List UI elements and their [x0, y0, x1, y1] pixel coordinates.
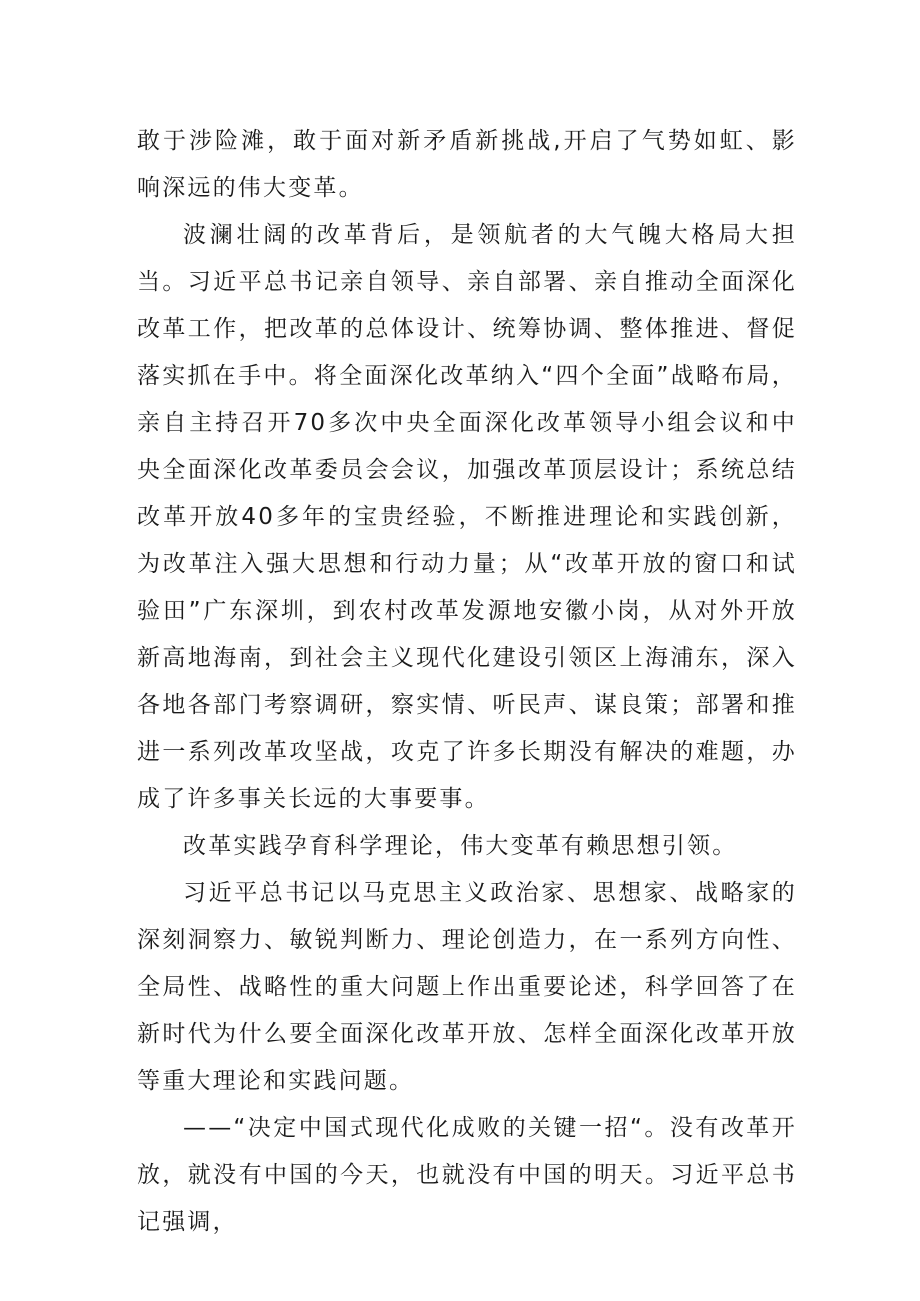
- paragraph-3: 改革实践孕育科学理论，伟大变革有赖思想引领。: [183, 833, 738, 859]
- paragraph-5: ——“决定中国式现代化成败的关键一招“。没有改革开放，就没有中国的今天，也就没有中国的明天。习近平总书记强调，: [137, 1115, 797, 1235]
- paragraph-2: 波澜壮阔的改革背后，是领航者的大气魄大格局大担当。习近平总书记亲自领导、亲自部署、亲自推动全面深化改革工作，把改革的总体设计、统筹协调、整体推进、督促落实抓在手中。将全面深化改革纳入“四个全面”战略布局，亲自主持召开70多次中央全面深化改革领导小组会议和中央全面深化改革委员会会议，加强改革顶层设计；系统总结改革开放40多年的宝贵经验，不断推进理论和实践创新，为改革注入强大思想和行动力量；从“改革开放的窗口和试验田”广东深圳，到农村改革发源地安徽小岗，从对外开放新高地海南，到社会主义现代化建设引领区上海浦东，深入各地各部门考察调研，察实情、听民声、谋良策；部署和推进一系列改革攻坚战，攻克了许多长期没有解决的难题，办成了许多事关长远的大事要事。: [137, 222, 797, 812]
- document-body: [137, 118, 797, 1246]
- paragraph-1: 敢于涉险滩，敢于面对新矛盾新挑战,开启了气势如虹、影响深远的伟大变革。: [137, 128, 797, 201]
- paragraph-4: 习近平总书记以马克思主义政治家、思想家、战略家的深刻洞察力、敏锐判断力、理论创造力，在一系列方向性、全局性、战略性的重大问题上作出重要论述，科学回答了在新时代为什么要全面深化改革开放、怎样全面深化改革开放等重大理论和实践问题。: [137, 880, 797, 1094]
